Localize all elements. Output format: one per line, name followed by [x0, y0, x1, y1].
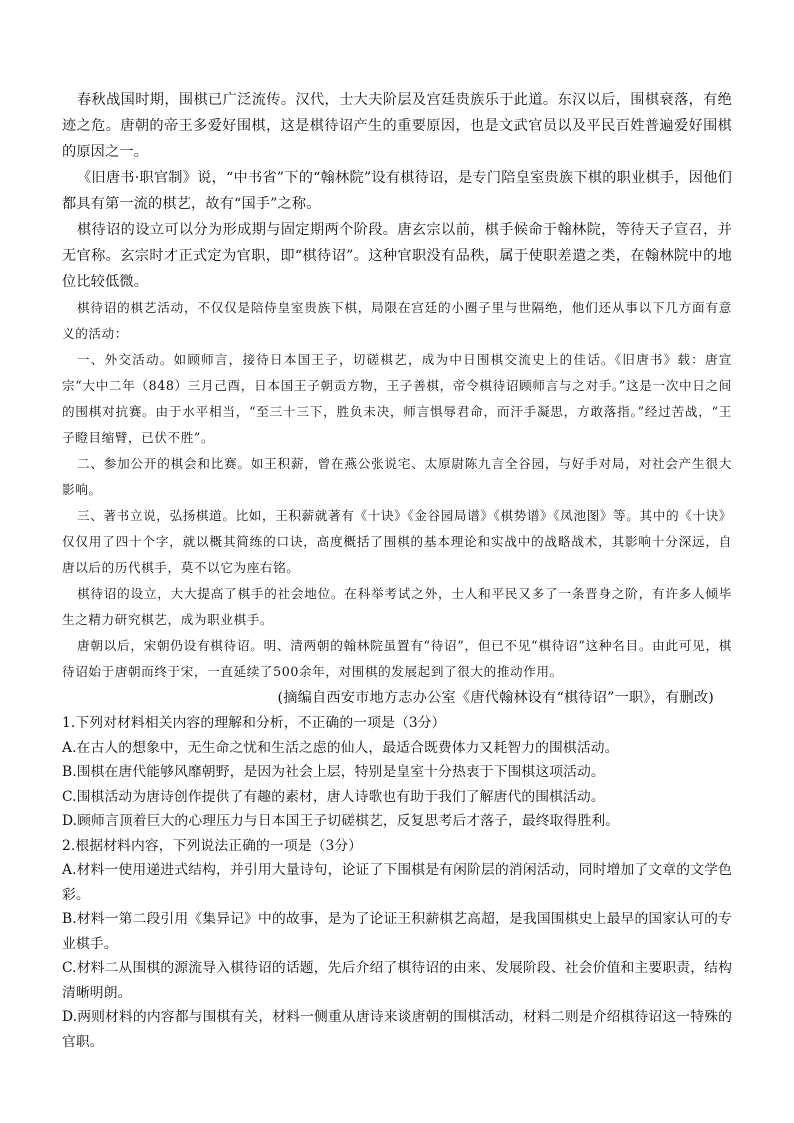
passage-source: (摘编自西安市地方志办公室《唐代翰林设有“棋待诏”一职》，有删改)	[277, 690, 714, 706]
option-d: D.顾师言顶着巨大的心理压力与日本国王子切磋棋艺，反复思考后才落子，最终取得胜利。	[62, 813, 620, 829]
reading-passage	[62, 87, 732, 711]
passage-paragraph: 三、著书立说，弘扬棋道。比如，王积薪就著有《十诀》《金谷园局谱》《棋势谱》《凤池图》等。其中的《十诀》仅仅用了四十个字，就以概其简练的口诀，高度概括了围棋的基本理论和实战中的战略战术，其影响十分深远，自唐以后的历代棋手，莫不以它为座右铭。	[62, 508, 732, 575]
option-b: B.围棋在唐代能够风靡朝野，是因为社会上层，特别是皇室十分热衷于下围棋这项活动。	[62, 764, 605, 780]
question-stem: 1.下列对材料相关内容的理解和分析，不正确的一项是（3分）	[62, 715, 446, 731]
passage-paragraph: 一、外交活动。如顾师言，接待日本国王子，切磋棋艺，成为中日围棋交流史上的佳话。《旧唐书》载：唐宣宗“大中二年（848）三月己酉，日本国王子朝贡方物，王子善棋，帝令棋待诏顾师言与之对手。”这是一次中日之间的围棋对抗赛。由于水平相当，“至三十三下，胜负未决，师言惧辱君命，而汗手凝思，方敢落指。”经过苦战，“王子瞪目缩臂，已伏不胜”。	[62, 352, 732, 445]
passage-paragraph: 《旧唐书·职官制》说，“中书省”下的“翰林院”设有棋待诏，是专门陪皇室贵族下棋的职业棋手，因他们都具有第一流的棋艺，故有“国手”之称。	[62, 170, 732, 212]
passage-paragraph: 二、参加公开的棋会和比赛。如王积薪，曾在燕公张说宅、太原尉陈九言全谷园，与好手对局，对社会产生很大影响。	[62, 456, 732, 497]
question-stem: 2.根据材料内容，下列说法正确的一项是（3分）	[62, 837, 363, 854]
passage-paragraph: 棋待诏的设立，大大提高了棋手的社会地位。在科举考试之外，士人和平民又多了一条晋身之阶，有许多人倾毕生之精力研究棋艺，成为职业棋手。	[62, 586, 732, 627]
option-a: A.在古人的想象中，无生命之忧和生活之虑的仙人，最适合既费体力又耗智力的围棋活动。	[62, 739, 619, 756]
question-2	[62, 834, 732, 1055]
passage-paragraph: 春秋战国时期，围棋已广泛流传。汉代，士大夫阶层及宫廷贵族乐于此道。东汉以后，围棋衰落，有绝迹之危。唐朝的帝王多爱好围棋，这是棋待诏产生的重要原因，也是文武官员以及平民百姓普遍爱好围棋的原因之一。	[62, 92, 732, 160]
option-b: B.材料一第二段引用《集异记》中的故事，是为了论证王积薪棋艺高超，是我国围棋史上最早的国家认可的专业棋手。	[62, 911, 732, 952]
passage-paragraph: 唐朝以后，宋朝仍设有棋待诏。明、清两朝的翰林院虽置有“待诏”，但已不见“棋待诏”这种名目。由此可见，棋待诏始于唐朝而终于宋，一直延续了500余年，对围棋的发展起到了很大的推动作用。	[62, 638, 732, 679]
option-a: A.材料一使用递进式结构，并引用大量诗句，论证了下围棋是有闲阶层的消闲活动，同时增加了文章的文学色彩。	[62, 862, 732, 903]
question-1	[62, 711, 732, 834]
option-c: C.围棋活动为唐诗创作提供了有趣的素材，唐人诗歌也有助于我们了解唐代的围棋活动。	[62, 788, 605, 805]
option-d: D.两则材料的内容都与围棋有关，材料一侧重从唐诗来谈唐朝的围棋活动，材料二则是介绍棋待诏这一特殊的官职。	[62, 1009, 732, 1050]
passage-paragraph: 棋待诏的棋艺活动，不仅仅是陪侍皇室贵族下棋，局限在宫廷的小圈子里与世隔绝，他们还从事以下几方面有意义的活动：	[62, 300, 732, 341]
passage-paragraph: 棋待诏的设立可以分为形成期与固定期两个阶段。唐玄宗以前，棋手候命于翰林院，等待天子宣召，并无官称。玄宗时才正式定为官职，即“棋待诏”。这种官职没有品秩，属于使职差遣之类，在翰林院中的地位比较低微。	[62, 222, 732, 290]
option-c: C.材料二从围棋的源流导入棋待诏的话题，先后介绍了棋待诏的由来、发展阶段、社会价值和主要职责，结构清晰明朗。	[62, 960, 732, 1001]
